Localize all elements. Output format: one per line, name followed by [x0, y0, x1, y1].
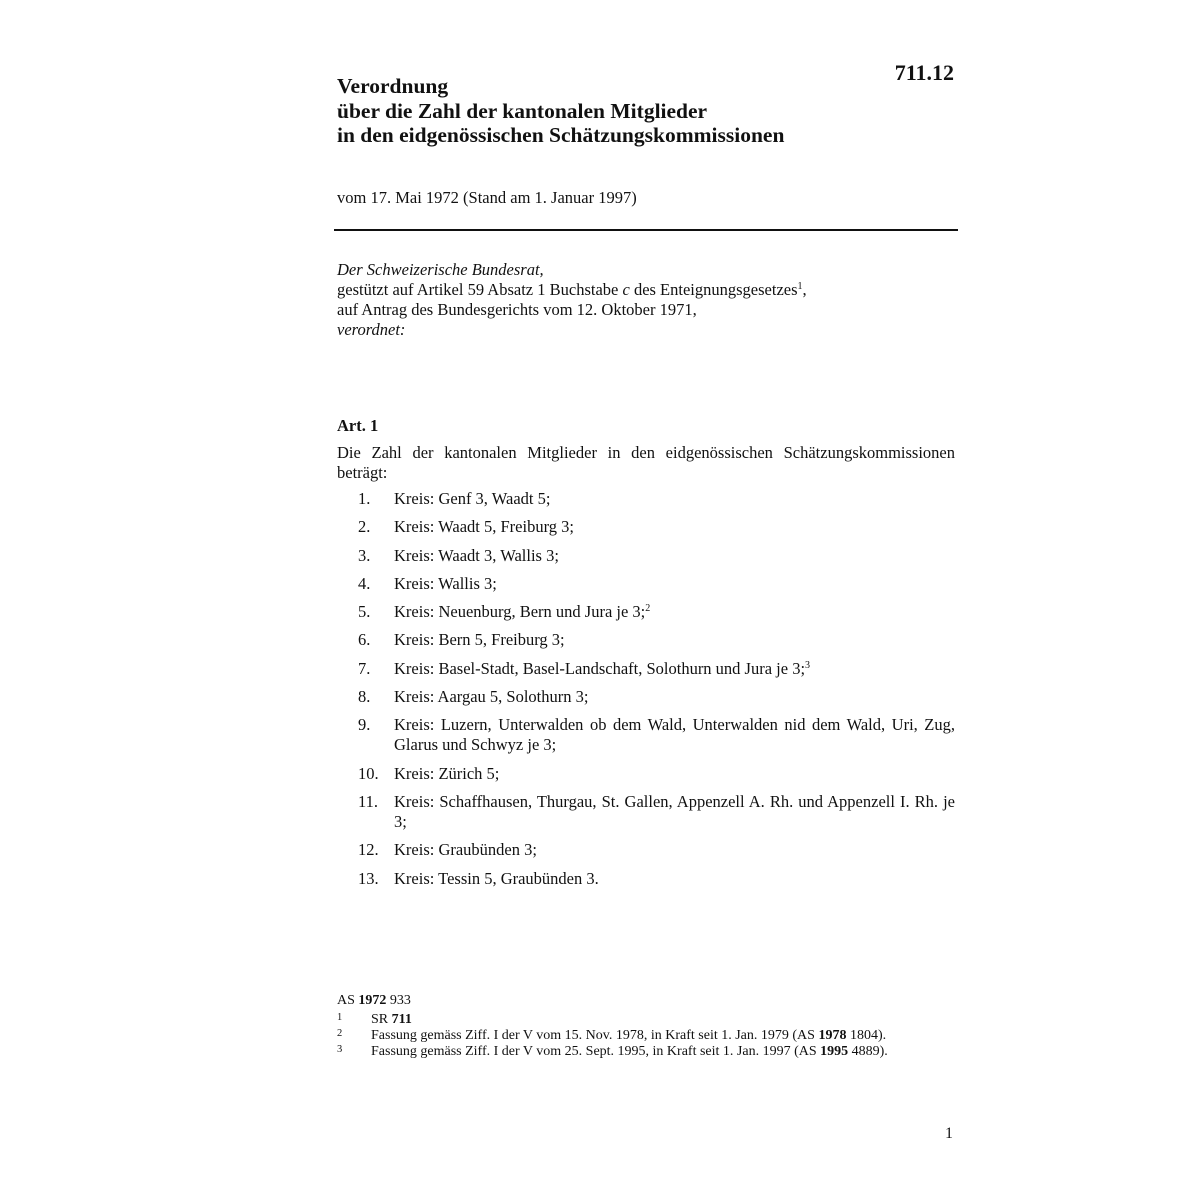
footnote-text: 1978: [818, 1028, 847, 1043]
sr-number: 711.12: [894, 60, 954, 85]
legal-basis: [337, 280, 957, 300]
list-item: [337, 840, 955, 860]
list-item: [337, 792, 955, 832]
footnote: [337, 1044, 897, 1060]
list-item-number: 3.: [358, 545, 371, 565]
title-line: Verordnung: [337, 74, 449, 98]
legal-basis-prefix: gestützt auf Artikel 59 Absatz 1 Buchstabe: [337, 280, 623, 299]
list-item-text: Kreis: Zürich 5;: [394, 763, 500, 783]
list-item: [337, 602, 955, 622]
legal-basis-end: ,: [802, 280, 807, 299]
decree: verordnet:: [337, 320, 406, 339]
issuing-authority: Der Schweizerische Bundesrat,: [337, 260, 544, 279]
title-line: in den eidgenössischen Schätzungskommissionen: [337, 123, 785, 147]
list-item-text: Kreis: Bern 5, Freiburg 3;: [394, 630, 565, 650]
kreis-list: [337, 489, 955, 889]
source-prefix: AS: [337, 993, 359, 1008]
list-item-number: 4.: [358, 573, 371, 593]
source-reference: [337, 993, 897, 1009]
footnote-number: 1: [337, 1012, 343, 1023]
footnote-ref[interactable]: 3: [805, 659, 811, 671]
list-item-number: 1.: [358, 489, 371, 508]
footnote-text: Fassung gemäss Ziff. I der V vom 25. Sept. 1995, in Kraft seit 1. Jan. 1997 (AS: [371, 1044, 821, 1059]
list-item-text: Kreis: Aargau 5, Solothurn 3;: [394, 687, 589, 707]
list-item: [337, 869, 955, 889]
list-item-text: Kreis: Basel-Stadt, Basel-Landschaft, Solothurn und Jura je 3;: [394, 658, 806, 678]
list-item: [337, 630, 955, 650]
list-item-number: 5.: [358, 602, 371, 622]
legal-basis-suffix: des Enteignungsgesetzes: [629, 280, 798, 299]
preamble: [337, 260, 957, 340]
list-item-number: 7.: [358, 658, 371, 678]
list-item: [337, 764, 955, 784]
list-item-number: 8.: [358, 687, 371, 707]
list-item-text: Kreis: Waadt 5, Freiburg 3;: [394, 517, 574, 537]
footnote-ref[interactable]: 1: [797, 281, 803, 292]
document-title: [337, 74, 937, 148]
footnote-number: 2: [337, 1028, 343, 1039]
list-item-number: 10.: [358, 763, 379, 783]
list-item: [337, 687, 955, 707]
list-item-number: 2.: [358, 517, 371, 537]
list-item: [337, 659, 955, 679]
list-item: [337, 489, 955, 509]
list-item-text: Kreis: Luzern, Unterwalden ob dem Wald, Unterwalden nid dem Wald, Uri, Zug, Glarus und Schwyz je 3;: [394, 715, 955, 755]
list-item: [337, 715, 955, 755]
list-item: [337, 546, 955, 566]
list-item-text: Kreis: Tessin 5, Graubünden 3.: [394, 868, 599, 888]
motion: auf Antrag des Bundesgerichts vom 12. Oktober 1971,: [337, 300, 697, 319]
article-intro: Die Zahl der kantonalen Mitglieder in den eidgenössischen Schätzungskommissionen beträgt:: [337, 443, 955, 482]
source-page: 933: [386, 993, 411, 1008]
footnote-list: [337, 1012, 897, 1060]
list-item-number: 13.: [358, 868, 379, 888]
source-year: 1972: [358, 993, 387, 1008]
footnote-text: 1995: [820, 1044, 849, 1059]
footnote-text: 1804).: [846, 1028, 887, 1043]
list-item-text: Kreis: Graubünden 3;: [394, 840, 537, 860]
title-line: über die Zahl der kantonalen Mitglieder: [337, 98, 708, 123]
article-heading: Art. 1: [337, 416, 379, 435]
footnote-text: 4889).: [848, 1044, 888, 1059]
footnote-text: SR: [371, 1012, 392, 1027]
footnote: [337, 1012, 897, 1028]
footnote-ref[interactable]: 2: [645, 603, 651, 615]
list-item-text: Kreis: Genf 3, Waadt 5;: [394, 489, 551, 508]
list-item: [337, 574, 955, 594]
list-item-number: 9.: [358, 715, 371, 735]
footnote-number: 3: [337, 1044, 343, 1055]
list-item: [337, 517, 955, 537]
footnote: [337, 1028, 897, 1044]
legal-basis-letter: c: [622, 280, 630, 299]
page-number: 1: [945, 1125, 953, 1142]
list-item-number: 11.: [358, 791, 379, 811]
list-item-number: 6.: [358, 630, 371, 650]
document-date: vom 17. Mai 1972 (Stand am 1. Januar 1997): [337, 188, 637, 207]
footnote-text: 711: [391, 1012, 412, 1027]
divider: [334, 229, 958, 231]
list-item-text: Kreis: Waadt 3, Wallis 3;: [394, 545, 559, 565]
footnotes: [337, 993, 897, 1060]
list-item-text: Kreis: Schaffhausen, Thurgau, St. Gallen, Appenzell A. Rh. und Appenzell I. Rh. je 3;: [394, 791, 955, 831]
list-item-text: Kreis: Neuenburg, Bern und Jura je 3;: [394, 602, 646, 622]
article-1: [337, 416, 955, 897]
list-item-text: Kreis: Wallis 3;: [394, 573, 497, 593]
list-item-number: 12.: [358, 840, 379, 860]
footnote-text: Fassung gemäss Ziff. I der V vom 15. Nov. 1978, in Kraft seit 1. Jan. 1979 (AS: [371, 1028, 819, 1043]
